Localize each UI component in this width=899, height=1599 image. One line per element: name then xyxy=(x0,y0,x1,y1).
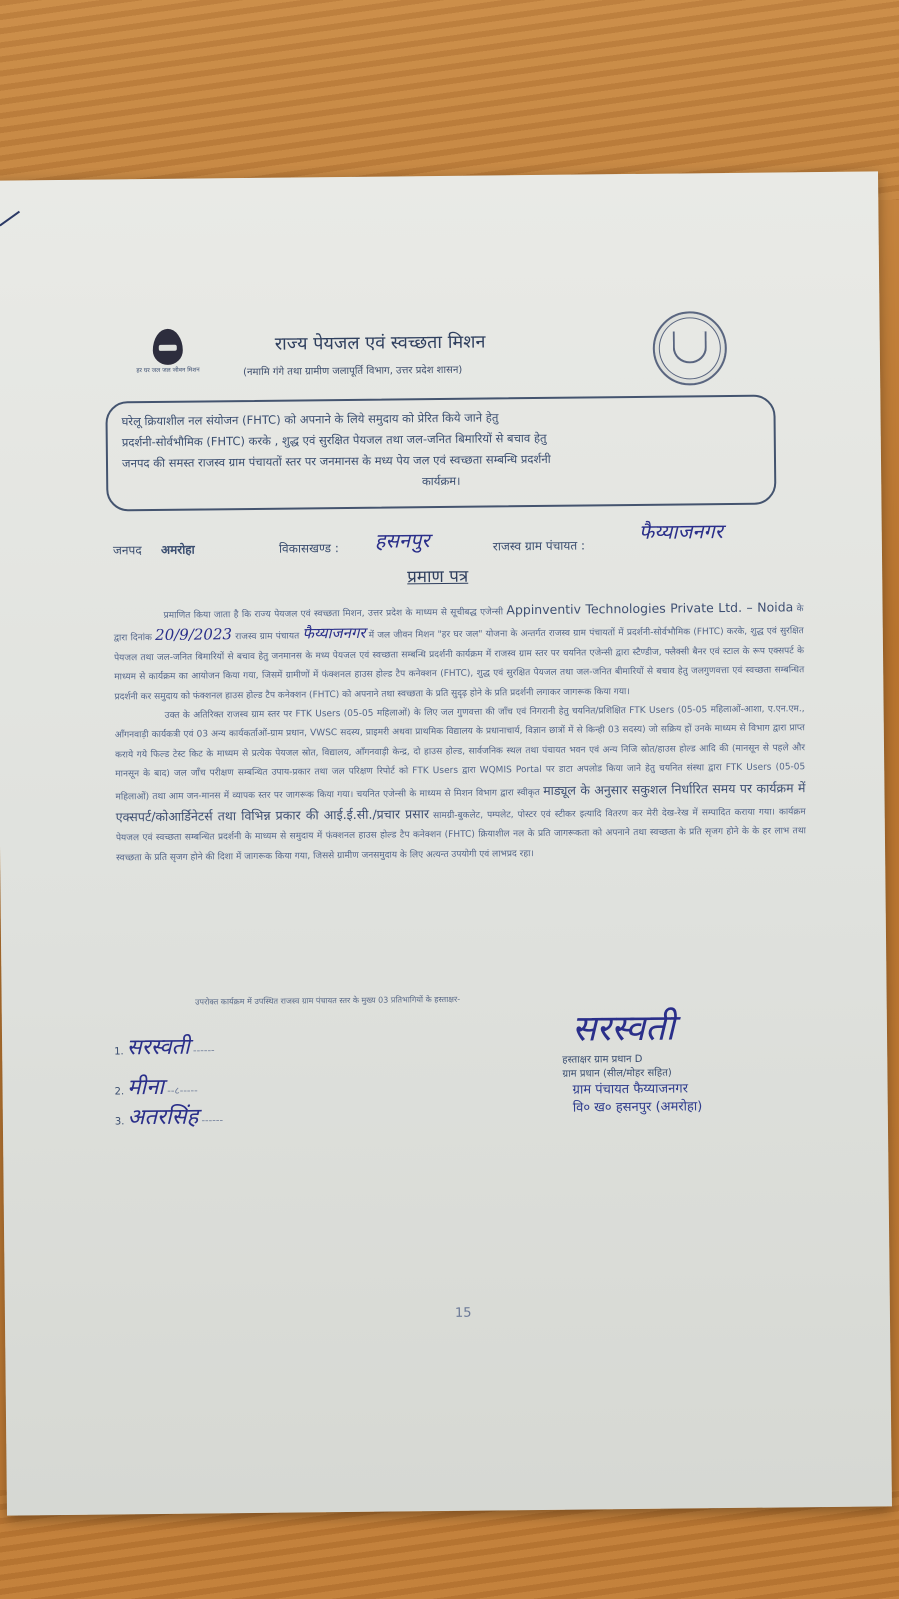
stamp-line-4: वि० ख० हसनपुर (अमरोहा) xyxy=(572,1099,703,1116)
banner-line-4: कार्यक्रम। xyxy=(421,473,461,489)
district-value: अमरोहा xyxy=(160,542,195,557)
stamp-line-2: ग्राम प्रधान (सील/मोहर सहित) xyxy=(562,1067,672,1080)
pradhan-signature: सरस्वती xyxy=(571,1007,676,1050)
banner-line-3: जनपद की समस्त राजस्व ग्राम पंचायतों स्तर पर जनमानस के मध्य पेय जल एवं स्वच्छता सम्बन्धि प्रदर्शनी xyxy=(121,451,551,471)
program-date: 20/9/2023 xyxy=(155,625,233,645)
wood-table-top xyxy=(0,0,899,200)
tick-mark-icon xyxy=(0,211,40,254)
water-drop-icon xyxy=(153,329,183,365)
meta-row xyxy=(112,519,803,569)
participant-signature-3: 3. अतरसिंह ------ xyxy=(114,1104,224,1131)
paragraph-2: उक्त के अतिरिक्त राजस्व ग्राम स्तर पर FTK Users (05-05 महिलाओं) के लिए जल गुणवत्ता की जाँच एवं निगरानी हेतु चयनित/प्रशिक्षित FTK Users (05-05 महिलाओं-आशा, ए.एन.एम., आँगनवाड़ी कार्यकत्री एवं 03 अन्य कार्यकर्ताओं-ग्राम प्रधान, VWSC सदस्य, प्राइमरी अथवा प्राथमिक विद्यालय के प्रधानाचार्य, विज्ञान छात्रों में से किन्ही 03 सदस्य) जो सक्रिय हों उनके माध्यम से विभाग द्वारा प्राप्त कराये गये फिल्ड टेस्ट किट के माध्यम से प्रत्येक पेयजल स्रोत, विद्यालय, आँगनवाड़ी केन्द्र, दो हाउस होल्ड, सार्वजनिक स्थल तथा पंचायत भवन एवं अन्य निजि स्रोत/हाउस होल्ड आदि की (मानसून से पहले और मानसून के बाद) जल जाँच परीक्षण सम्बन्धित उपाय-प्रकार तथा जल परिक्षण रिपोर्ट को FTK Users द्वारा WQMIS Portal पर डाटा अपलोड किया जाने हेतु चयनित संस्था द्वारा FTK Users (05-05 महिलाओं) तथा आम जन-मानस में व्यापक स्तर पर जागरूक किया गया। चयनित एजेन्सी के माध्यम से मिशन विभाग द्वारा स्वीकृत माड्यूल के अनुसार सकुशल निर्धारित समय पर कार्यक्रम में एक्सपर्ट/कोआर्डिनेटर्स तथा विभिन्न प्रकार की आई.ई.सी./प्रचार प्रसार सामग्री-बुकलेट, पम्पलेट, पोस्टर एवं स्टीकर इत्यादि वितरण कर मेरी देख-रेख में सम्पादित कराया गया। कार्यक्रम पेयजल एवं स्वच्छता सम्बन्धित प्रदर्शनी के माध्यम से समुदाय में फंक्शनल हाउस होल्ड टैप कनेक्शन (FHTC) क्रियाशील नल के प्रति जागरूकता को अपनाने तथा स्वच्छता के प्रति सृजग होने के के हर लाभ तथा स्वच्छता के प्रति सृजग होने की दिशा में जागरूक किया गया, जिससे ग्रामीण जनसमुदाय के लिए अत्यन्त उपयोगी एवं लाभप्रद रहा। xyxy=(114,704,806,864)
banner-line-1: घरेलू क्रियाशील नल संयोजन (FHTC) को अपनाने के लिये समुदाय को प्रेरित किये जाने हेतु xyxy=(121,410,499,429)
pradhan-signature-block xyxy=(562,1000,793,1116)
block-value: हसनपुर xyxy=(374,528,430,553)
jal-jeevan-logo xyxy=(133,328,203,374)
village-name: फैय्याजनगर xyxy=(302,624,366,643)
panchayat-label: राजस्व ग्राम पंचायत : xyxy=(492,538,586,554)
mission-subtitle: (नमामि गंगे तथा ग्रामीण जलापूर्ति विभाग, उत्तर प्रदेश शासन) xyxy=(242,364,463,379)
certificate-title: प्रमाण पत्र xyxy=(407,566,469,588)
banner-line-2: प्रदर्शनी-सोर्वभौमिक (FHTC) करके , शुद्ध एवं सुरक्षित पेयजल तथा जल-जनित बिमारियों से बचाव हेतु xyxy=(121,430,547,450)
stamp-line-3: ग्राम पंचायत फैय्याजनगर xyxy=(572,1081,689,1098)
participant-signature-1: 1. सरस्वती ------ xyxy=(114,1034,215,1061)
agency-name: Appinventiv Technologies Private Ltd. – Noida xyxy=(506,599,794,618)
certificate-paper xyxy=(0,171,892,1515)
paragraph-1: प्रमाणित किया जाता है कि राज्य पेयजल एवं स्वच्छता मिशन, उत्तर प्रदेश के माध्यम से सूचीबद्ध एजेन्सी Appinventiv Technologies Private Ltd. – Noida के द्वारा दिनांक 20/9/2023 राजस्व ग्राम पंचायत फैय्याजनगर में जल जीवन मिशन "हर घर जल" योजना के अन्तर्गत राजस्व ग्राम पंचायतों में प्रदर्शनी-सोर्वभौमिक (FHTC) करके, शुद्ध एवं सुरक्षित पेयजल तथा जल-जनित बिमारियों से बचाव हेतु जनमानस के मध्य पेयजल एवं स्वच्छता सम्बन्धि प्रदर्शनी कार्यक्रम में राजस्व ग्राम स्तर पर चयनित एजेन्सी द्वारा स्टैण्डीज, फ्लैक्सी बैनर एवं स्टाल के रूप एक्सपर्ट के माध्यम से कार्यक्रम का आयोजन किया गया, जिसमें ग्रामीणों में फंक्शनल हाउस होल्ड टैप कनेक्शन (FHTC), शुद्ध एवं सुरक्षित पेयजल तथा जल-जनित बीमारियों से बचाव हेतु जलगुणवत्ता एवं स्वच्छता सम्बन्धित प्रदर्शनी कर समुदाय को फंक्शनल हाउस होल्ड टैप कनेक्शन (FHTC) को अपनाने तथा स्वच्छता के प्रति सुदृढ़ होने के प्रति प्रदर्शनी लगाकर जागरूक किया गया। xyxy=(113,599,805,703)
page-number: 15 xyxy=(454,1305,472,1321)
mission-title: राज्य पेयजल एवं स्वच्छता मिशन xyxy=(274,331,486,355)
panchayat-value: फैय्याजनगर xyxy=(638,519,724,544)
participant-signature-2: 2. मीना --८----- xyxy=(114,1074,198,1101)
stamp-line-1: हस्ताक्षर ग्राम प्रधान D xyxy=(562,1053,643,1066)
signatures-caption: उपरोक्त कार्यक्रम में उपस्थित राजस्व ग्राम पंचायत स्तर के मुख्य 03 प्रतिभागियों के हस्ताक्षर- xyxy=(195,994,461,1007)
block-label: विकासखण्ड : xyxy=(278,541,339,556)
up-government-seal-icon xyxy=(652,311,727,386)
certificate-body xyxy=(113,597,806,868)
program-banner xyxy=(105,394,776,511)
logo-caption: हर घर जल जल जीवन मिशन xyxy=(136,366,200,375)
district-label: जनपद xyxy=(112,543,142,558)
